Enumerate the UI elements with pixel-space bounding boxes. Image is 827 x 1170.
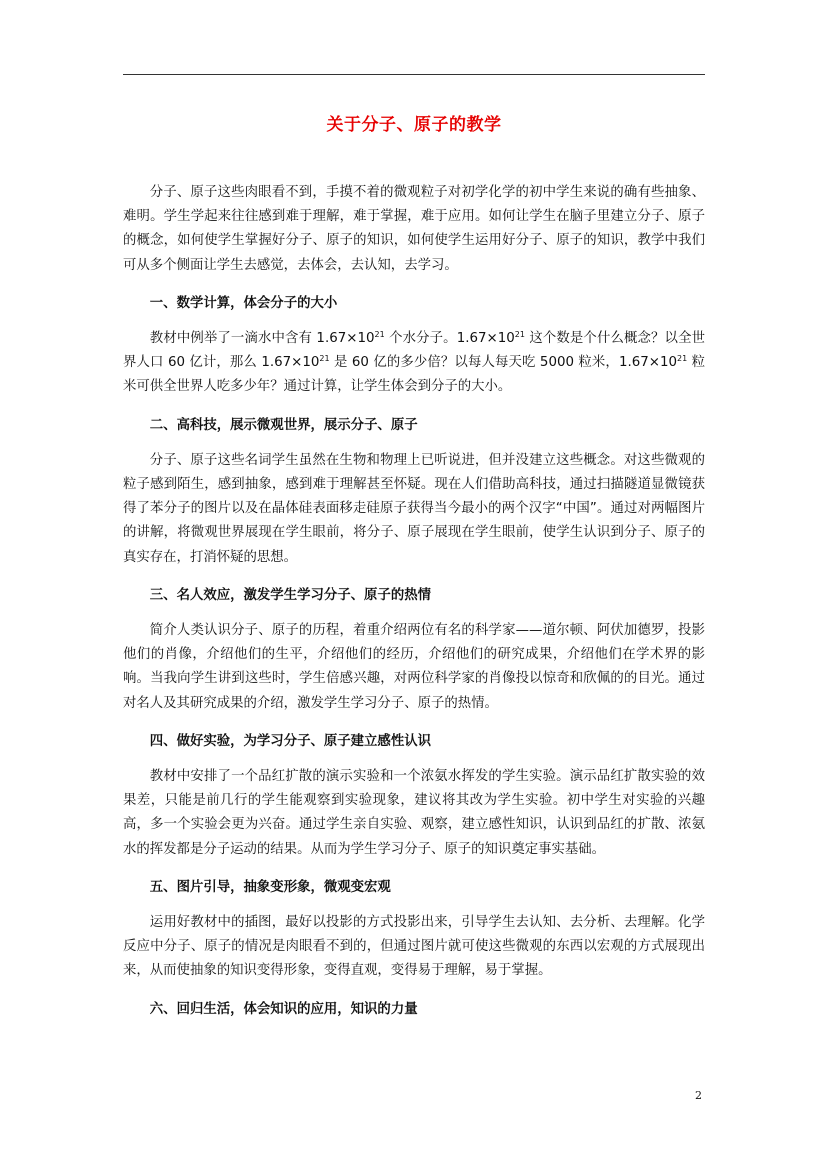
document-body [123, 181, 705, 1033]
page-number: 2 [695, 1089, 702, 1102]
section-paragraph-2: 分子、原子这些名词学生虽然在生物和物理上已听说进，但并没建立这些概念。对这些微观的粒子感到陌生，感到抽象，感到难于理解甚至怀疑。现在人们借助高科技，通过扫描隧道显微镜获得了苯分子的图片以及在晶体硅表面移走硅原子获得当今最小的两个汉字“中国”。通过对两幅图片的讲解，将微观世界展现在学生眼前，将分子、原子展现在学生眼前，使学生认识到分子、原子的真实存在，打消怀疑的思想。 [123, 452, 705, 565]
document-title: 关于分子、原子的教学 [326, 115, 502, 135]
intro-paragraph: 分子、原子这些肉眼看不到，手摸不着的微观粒子对初学化学的初中学生来说的确有些抽象、难明。学生学起来往往感到难于理解，难于掌握，难于应用。如何让学生在脑子里建立分子、原子的概念，如何使学生掌握好分子、原子的知识，如何使学生运用好分子、原子的知识，教学中我们可从多个侧面让学生去感觉，去体会，去认知，去学习。 [123, 185, 705, 273]
section-paragraph-4: 教材中安排了一个品红扩散的演示实验和一个浓氨水挥发的学生实验。演示品红扩散实验的效果差，只能是前几行的学生能观察到实验现象，建议将其改为学生实验。初中学生对实验的兴趣高，多一个实验会更为兴奋。通过学生亲自实验、观察，建立感性知识，认识到品红的扩散、浓氨水的挥发都是分子运动的结果。从而为学生学习分子、原子的知识奠定事实基础。 [123, 769, 705, 857]
document-page [123, 0, 705, 1170]
section-heading-2: 二、高科技，展示微观世界，展示分子、原子 [149, 417, 418, 433]
header-rule [123, 74, 705, 75]
section-heading-3: 三、名人效应，激发学生学习分子、原子的热情 [149, 587, 431, 603]
section-heading-4: 四、做好实验，为学习分子、原子建立感性认识 [149, 733, 431, 749]
section-paragraph-1: 教材中例举了一滴水中含有 $1.67\times 10^{21}$ 个水分子。$1.67\times 10^{21}$ 这个数是个什么概念？以全世界人口 60 亿计，那么 $1.67\times 10^{21}$ 是 60 亿的多少倍？以每人每天吃 5000 粒米，$1.67\times 10^{21}$ 粒米可供全世界人吃多少年？通过计算，让学生体会到分子的大小。 [123, 330, 705, 395]
section-paragraph-3: 简介人类认识分子、原子的历程，着重介绍两位有名的科学家——道尔顿、阿伏加德罗，投影他们的肖像，介绍他们的生平，介绍他们的经历，介绍他们的研究成果，介绍他们在学术界的影响。当我向学生讲到这些时，学生倍感兴趣，对两位科学家的肖像投以惊奇和欣佩的的目光。通过对名人及其研究成果的介绍，激发学生学习分子、原子的热情。 [123, 623, 705, 711]
section-paragraph-5: 运用好教材中的插图，最好以投影的方式投影出来，引导学生去认知、去分析、去理解。化学反应中分子、原子的情况是肉眼看不到的，但通过图片就可使这些微观的东西以宏观的方式展现出来，从而使抽象的知识变得形象，变得直观，变得易于理解，易于掌握。 [123, 915, 705, 979]
section-heading-6: 六、回归生活，体会知识的应用，知识的力量 [149, 1001, 418, 1017]
section-heading-1: 一、数学计算，体会分子的大小 [149, 295, 338, 311]
section-heading-5: 五、图片引导，抽象变形象，微观变宏观 [149, 879, 391, 895]
